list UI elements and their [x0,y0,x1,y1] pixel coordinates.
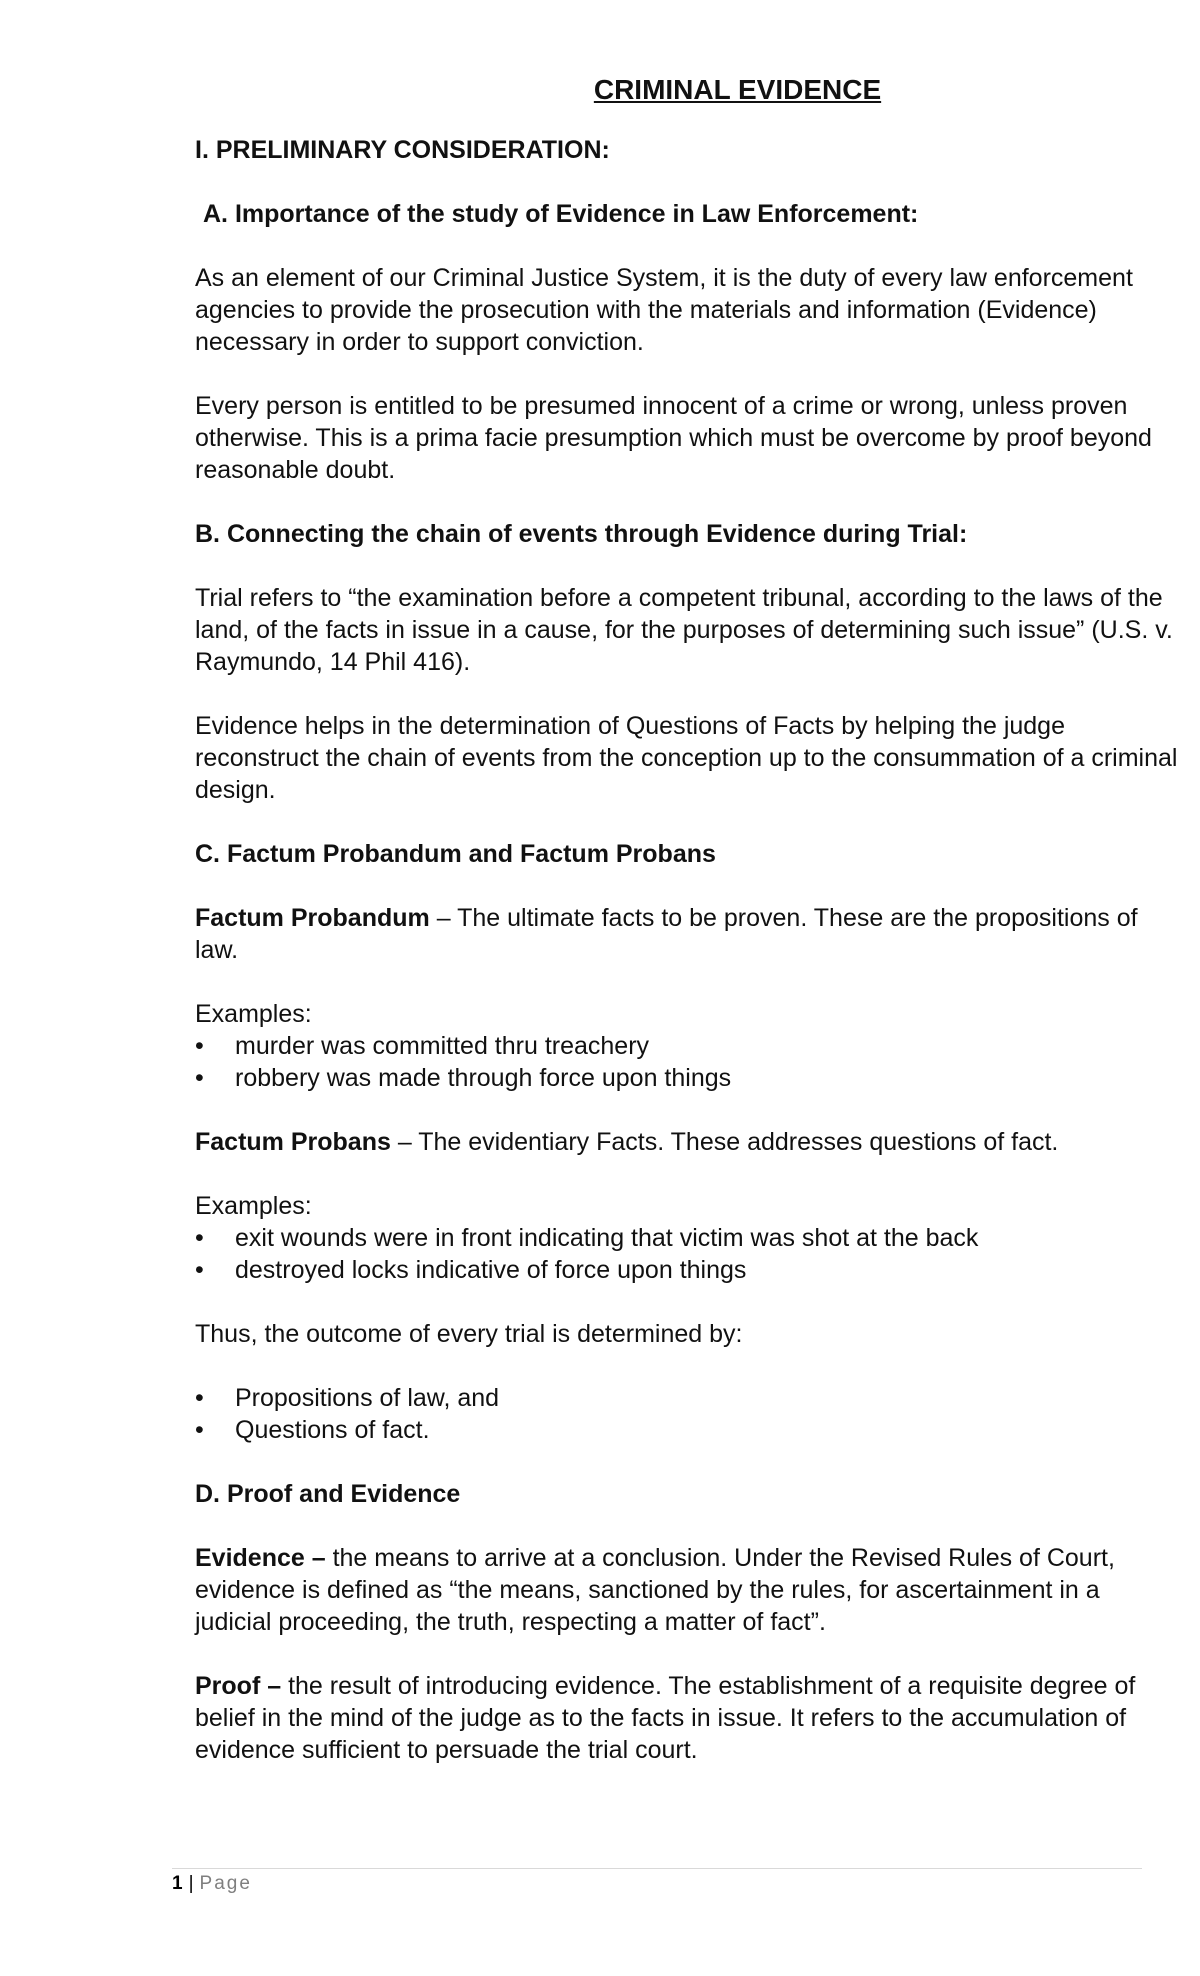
footer-separator: | [188,1873,196,1894]
list-item-text: murder was committed thru treachery [235,1032,650,1060]
bullet-icon: • [195,1064,204,1092]
bullet-list [195,1222,1180,1286]
definition-factum-probandum [195,902,1180,966]
document-body [195,72,1180,1798]
examples-label: Examples: [195,1192,312,1220]
list-item [195,1414,1180,1446]
paragraph: Evidence helps in the determination of Questions of Facts by helping the judge reconstruct the chain of events from the conception up to the consummation of a criminal design. [195,712,1178,804]
page-label: Page [199,1873,252,1894]
definition-text: – The ultimate facts to be proven. These are the propositions of law. [195,904,1138,964]
page-number: 1 [172,1873,185,1894]
list-item [195,1382,1180,1414]
bullet-icon: • [195,1032,204,1060]
bullet-icon: • [195,1416,204,1444]
definition-evidence [195,1542,1180,1638]
footer-divider [172,1868,1142,1869]
examples-label: Examples: [195,1000,312,1028]
list-item [195,1062,1180,1094]
definition-text: the result of introducing evidence. The establishment of a requisite degree of belief in the mind of the judge as to the facts in issue. It refers to the accumulation of evidence sufficient to persuade the trial court. [195,1672,1136,1764]
subsection-b-heading: B. Connecting the chain of events through Evidence during Trial: [195,520,968,548]
paragraph: As an element of our Criminal Justice System, it is the duty of every law enforcement agencies to provide the prosecution with the materials and information (Evidence) necessary in order to support conviction. [195,264,1133,356]
section-heading: I. PRELIMINARY CONSIDERATION: [195,136,610,164]
list-item-text: Questions of fact. [235,1416,430,1444]
page-footer [172,1872,252,1896]
definition-text: – The evidentiary Facts. These addresses questions of fact. [390,1128,1059,1156]
bullet-icon: • [195,1224,204,1252]
subsection-c-heading: C. Factum Probandum and Factum Probans [195,840,716,868]
list-item [195,1030,1180,1062]
list-item-text: robbery was made through force upon things [235,1064,732,1092]
term: Factum Probans [195,1128,391,1156]
term: Factum Probandum [195,904,430,932]
list-item [195,1222,1180,1254]
subsection-a-heading: A. Importance of the study of Evidence in Law Enforcement: [203,200,919,228]
paragraph: Trial refers to “the examination before a competent tribunal, according to the laws of the land, of the facts in issue in a cause, for the purposes of determining such issue” (U.S. v. Raymundo, 14 Phil 416). [195,584,1173,676]
list-item-text: exit wounds were in front indicating that victim was shot at the back [235,1224,979,1252]
definition-factum-probans [195,1126,1180,1158]
definition-proof [195,1670,1180,1766]
bullet-icon: • [195,1384,204,1412]
bullet-list [195,1382,1180,1446]
list-item-text: Propositions of law, and [235,1384,500,1412]
document-title: CRIMINAL EVIDENCE [593,74,882,105]
bullet-list [195,1030,1180,1094]
bullet-icon: • [195,1256,204,1284]
paragraph: Every person is entitled to be presumed innocent of a crime or wrong, unless proven otherwise. This is a prima facie presumption which must be overcome by proof beyond reasonable doubt. [195,392,1152,484]
list-item-text: destroyed locks indicative of force upon things [235,1256,747,1284]
definition-text: the means to arrive at a conclusion. Under the Revised Rules of Court, evidence is defined as “the means, sanctioned by the rules, for ascertainment in a judicial proceeding, the truth, respecting a matter of fact”. [195,1544,1115,1636]
term: Proof – [195,1672,282,1700]
subsection-d-heading: D. Proof and Evidence [195,1480,461,1508]
term: Evidence – [195,1544,326,1572]
list-item [195,1254,1180,1286]
paragraph: Thus, the outcome of every trial is determined by: [195,1320,743,1348]
